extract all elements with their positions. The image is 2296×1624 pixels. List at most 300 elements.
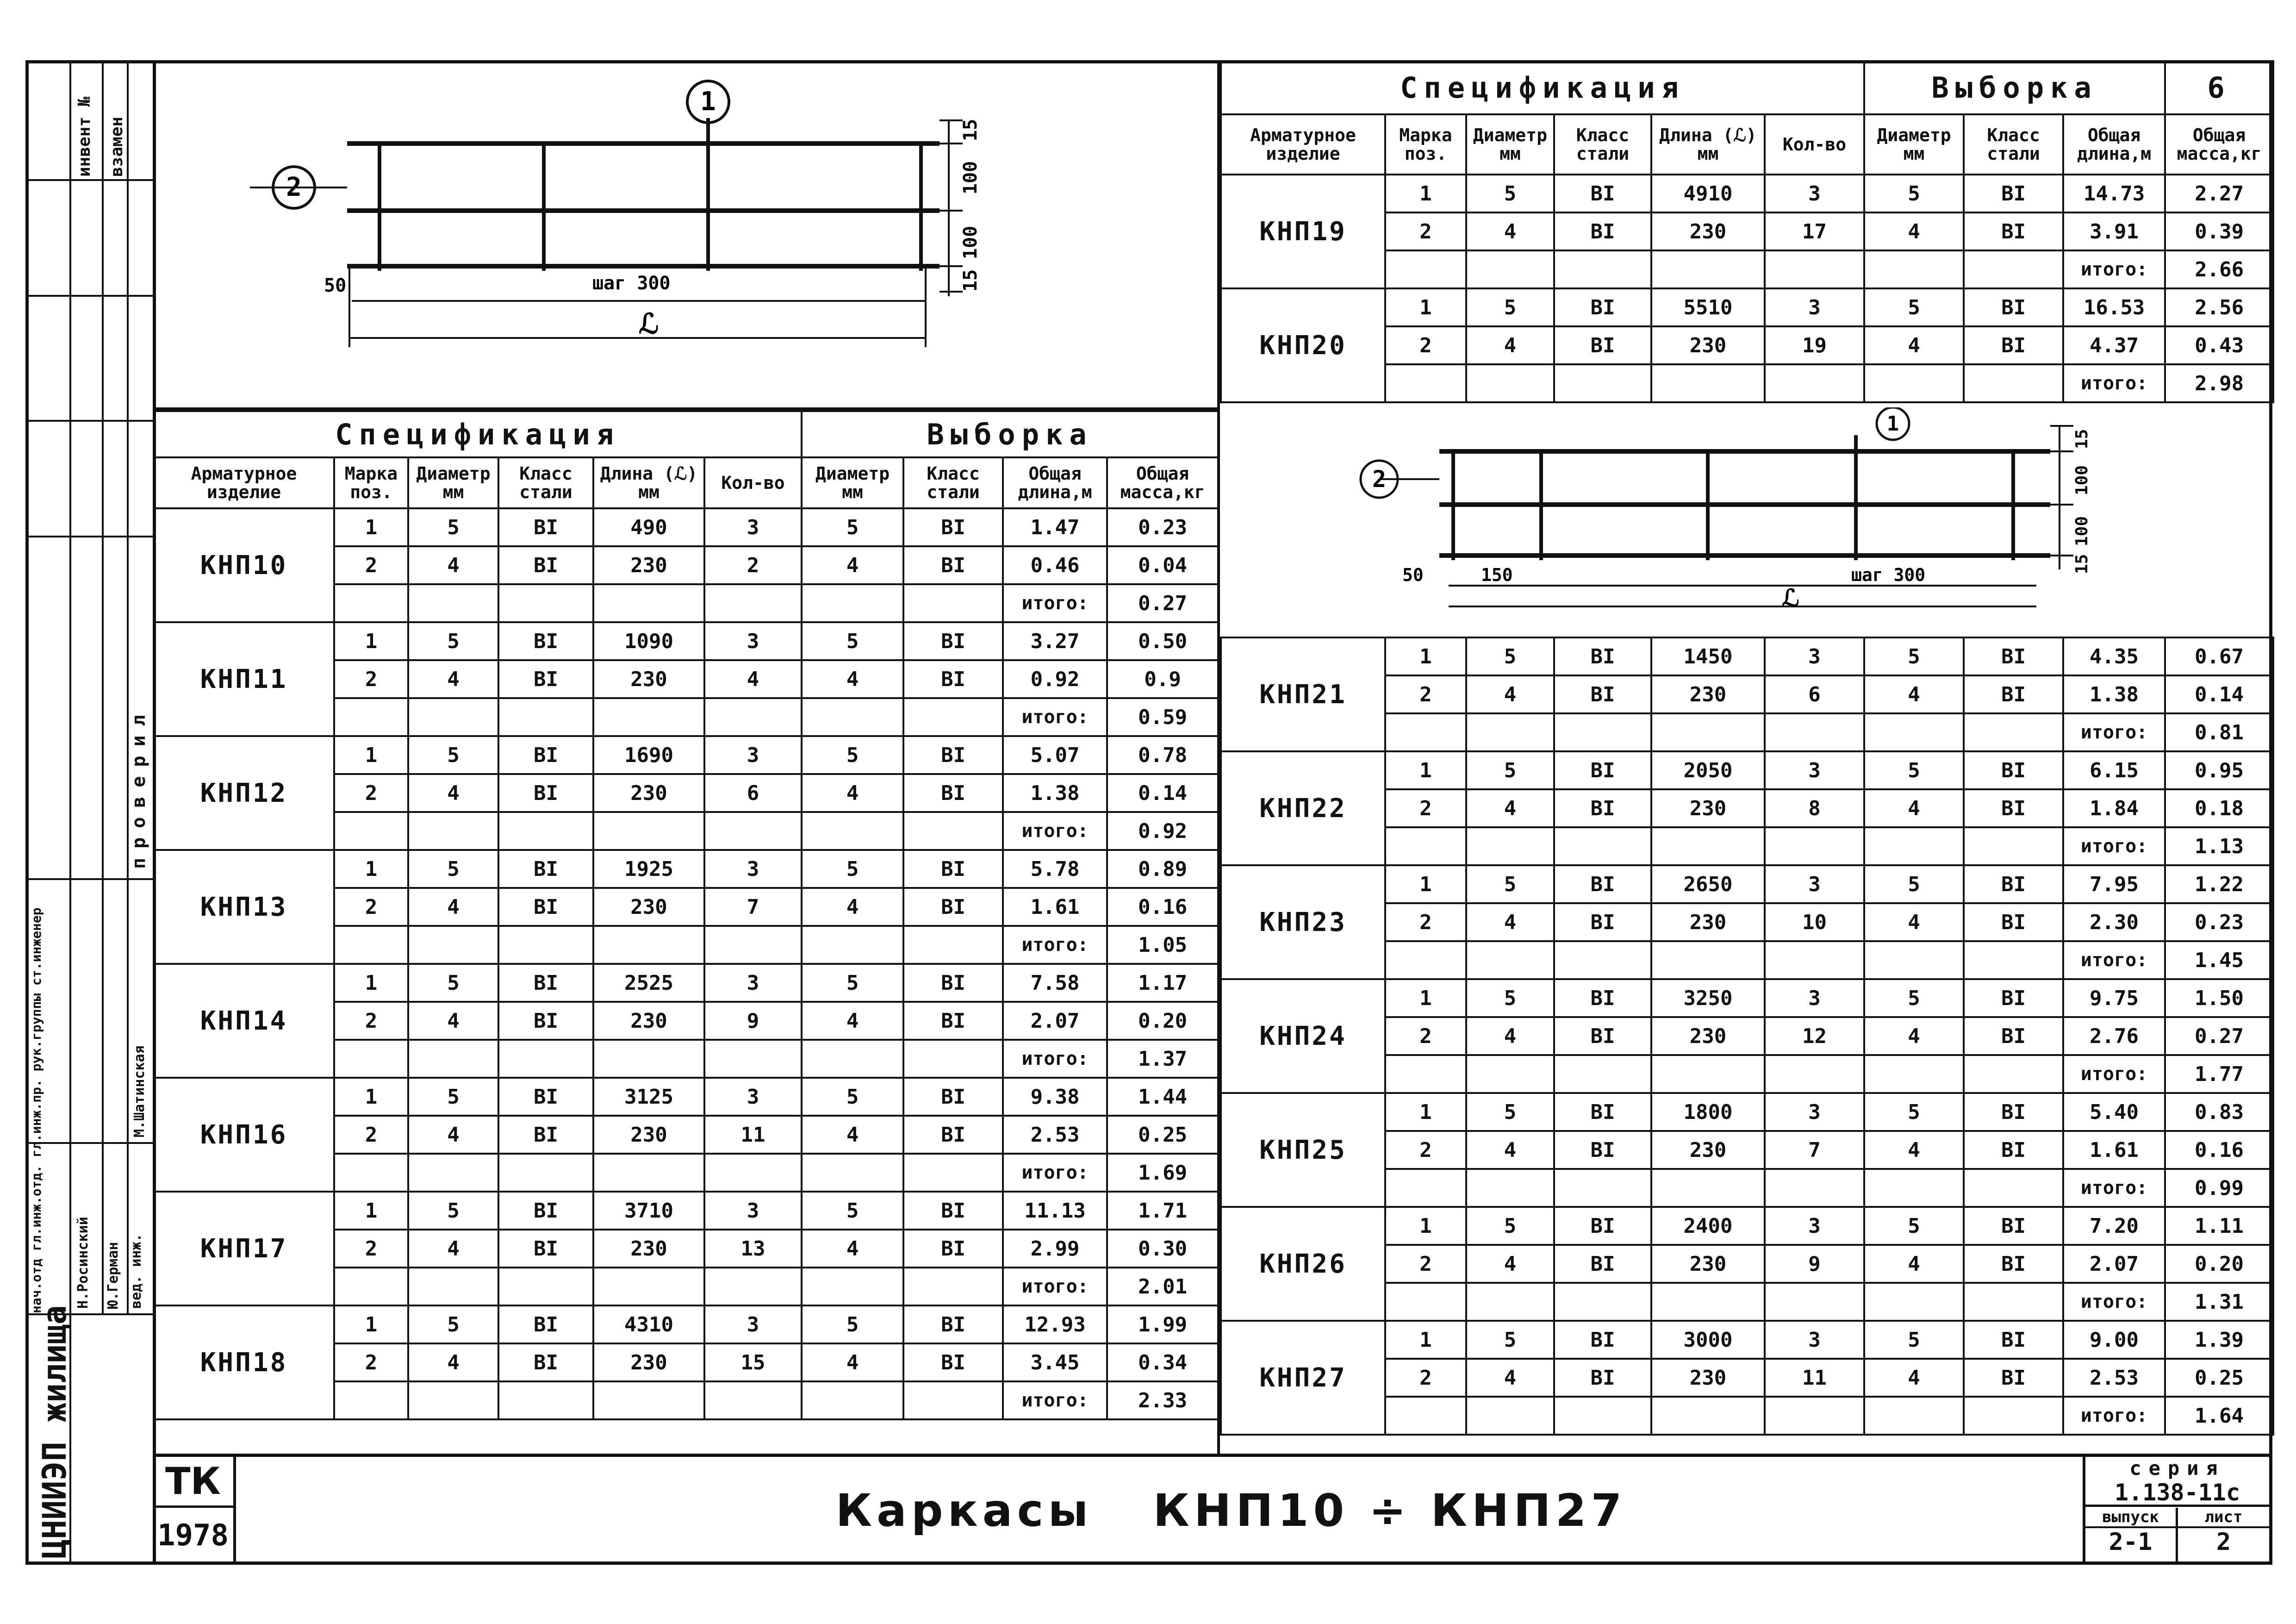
- table-cell: BI: [1554, 1131, 1651, 1169]
- table-cell-empty: [903, 584, 1003, 622]
- table-cell: 0.92: [1003, 660, 1107, 698]
- table-cell-empty: [334, 584, 408, 622]
- dim-15a-d2: 15: [2072, 429, 2091, 449]
- table-cell: BI: [1964, 175, 2063, 212]
- table-cell: BI: [1964, 865, 2063, 903]
- table-cell: 1: [334, 1305, 408, 1343]
- table-cell: 3000: [1651, 1321, 1765, 1359]
- item-name: КНП21: [1221, 637, 1385, 751]
- total-mass: 0.92: [1107, 812, 1218, 850]
- total-mass: 0.81: [2165, 713, 2273, 751]
- total-label: итого:: [1003, 1268, 1107, 1305]
- table-cell: 0.46: [1003, 546, 1107, 584]
- table-cell: 230: [1651, 212, 1765, 250]
- table-cell: 4: [1466, 212, 1554, 250]
- table-cell: 3: [704, 736, 802, 774]
- col-qty: Кол-во: [704, 457, 802, 508]
- table-cell: 0.39: [2165, 212, 2273, 250]
- table-cell: 5: [1466, 1207, 1554, 1245]
- dim-100a-d2: 100: [2072, 465, 2091, 495]
- table-cell: 3: [1765, 751, 1864, 789]
- table-cell: 2: [334, 660, 408, 698]
- table-cell: 5.07: [1003, 736, 1107, 774]
- col-s-diam-r: Диаметр мм: [1864, 114, 1964, 175]
- table-cell: BI: [498, 508, 593, 546]
- total-mass: 1.77: [2165, 1055, 2273, 1093]
- col-s-class-r: Класс стали: [1964, 114, 2063, 175]
- sample-title-right: Выборка: [1864, 61, 2165, 114]
- table-cell: BI: [903, 1230, 1003, 1268]
- table-cell: 4: [408, 1002, 498, 1040]
- table-cell: 4: [408, 1230, 498, 1268]
- col-class-r: Класс стали: [1554, 114, 1651, 175]
- total-label: итого:: [2063, 713, 2165, 751]
- total-label: итого:: [2063, 364, 2165, 402]
- table-cell: 2: [334, 1230, 408, 1268]
- table-cell-empty: [1864, 1397, 1964, 1435]
- table-cell-empty: [334, 1381, 408, 1419]
- table-cell: 230: [1651, 1131, 1765, 1169]
- table-cell: BI: [1554, 288, 1651, 326]
- table-cell: BI: [1554, 1093, 1651, 1131]
- table-cell-empty: [1765, 1055, 1864, 1093]
- total-label: итого:: [2063, 827, 2165, 865]
- item-name: КНП20: [1221, 288, 1385, 402]
- table-cell: 230: [593, 1002, 704, 1040]
- total-label: итого:: [1003, 1154, 1107, 1192]
- table-cell: 9.75: [2063, 979, 2165, 1017]
- table-cell: 4: [802, 888, 903, 926]
- table-cell: BI: [498, 964, 593, 1002]
- table-cell: 2.56: [2165, 288, 2273, 326]
- table-cell-empty: [498, 1040, 593, 1078]
- table-cell: 3: [1765, 1321, 1864, 1359]
- table-cell: 230: [593, 1230, 704, 1268]
- table-cell: 5: [408, 736, 498, 774]
- pos2-label-d2: 2: [1372, 466, 1387, 493]
- table-cell: 2.53: [2063, 1359, 2165, 1397]
- table-cell-empty: [903, 1381, 1003, 1419]
- table-cell: BI: [1554, 1017, 1651, 1055]
- table-cell: 0.14: [1107, 774, 1218, 812]
- table-cell: BI: [498, 1078, 593, 1116]
- table-cell: 0.18: [2165, 789, 2273, 827]
- table-cell: 3: [704, 1192, 802, 1230]
- table-cell: 7.95: [2063, 865, 2165, 903]
- total-mass: 0.59: [1107, 698, 1218, 736]
- total-mass: 2.33: [1107, 1381, 1218, 1419]
- dim-15b-d2: 15: [2072, 554, 2091, 574]
- total-label: итого:: [1003, 812, 1107, 850]
- year: 1978: [157, 1518, 229, 1553]
- table-cell: BI: [498, 546, 593, 584]
- table-cell: 4: [1864, 789, 1964, 827]
- table-cell: BI: [1554, 637, 1651, 675]
- table-cell: 5: [1864, 1093, 1964, 1131]
- table-cell: 2: [1385, 1359, 1466, 1397]
- table-cell-empty: [1554, 827, 1651, 865]
- col-item: Арматурное изделие: [154, 457, 334, 508]
- table-cell: 7: [1765, 1131, 1864, 1169]
- table-cell: 5: [1466, 1321, 1554, 1359]
- table-cell: BI: [903, 660, 1003, 698]
- table-cell: BI: [498, 736, 593, 774]
- total-mass: 0.99: [2165, 1169, 2273, 1207]
- table-cell-empty: [903, 926, 1003, 964]
- table-cell: 5: [1864, 637, 1964, 675]
- table-cell: 6.15: [2063, 751, 2165, 789]
- total-mass: 1.69: [1107, 1154, 1218, 1192]
- table-cell: 0.25: [2165, 1359, 2273, 1397]
- spec-title-left: Спецификация: [154, 411, 802, 457]
- table-cell: 1: [334, 964, 408, 1002]
- table-cell-empty: [334, 1268, 408, 1305]
- table-cell: 10: [1765, 903, 1864, 941]
- table-cell: 2: [1385, 789, 1466, 827]
- table-cell-empty: [802, 1268, 903, 1305]
- table-row: [1221, 1321, 2273, 1359]
- table-cell: 230: [593, 888, 704, 926]
- table-cell-empty: [1864, 941, 1964, 979]
- table-cell-empty: [1765, 1283, 1864, 1321]
- lead-eng-label: вед. инж.: [128, 1233, 144, 1309]
- table-cell: 1.71: [1107, 1192, 1218, 1230]
- table-cell-empty: [1864, 250, 1964, 288]
- table-cell-empty: [334, 926, 408, 964]
- table-cell: 0.23: [2165, 903, 2273, 941]
- table-cell: 230: [1651, 1245, 1765, 1283]
- stamp-name-1: Н.Росинский: [75, 1217, 91, 1309]
- table-cell-empty: [802, 584, 903, 622]
- table-cell: 1.11: [2165, 1207, 2273, 1245]
- table-cell: 4: [408, 1116, 498, 1154]
- table-cell: 0.14: [2165, 675, 2273, 713]
- table-cell-empty: [1765, 250, 1864, 288]
- table-cell: BI: [903, 1305, 1003, 1343]
- dim-100a-d1: 100: [960, 161, 981, 194]
- table-cell: 1925: [593, 850, 704, 888]
- table-cell: BI: [1964, 1093, 2063, 1131]
- table-cell: 5: [1466, 979, 1554, 1017]
- table-cell: 2: [334, 774, 408, 812]
- table-cell: 3: [704, 1078, 802, 1116]
- table-cell: 4: [408, 1343, 498, 1381]
- table-cell: BI: [903, 1078, 1003, 1116]
- item-name: КНП14: [154, 964, 334, 1078]
- total-label: итого:: [1003, 584, 1107, 622]
- table-cell-empty: [593, 584, 704, 622]
- replace-label: взамен: [107, 116, 126, 177]
- table-cell: 4: [802, 774, 903, 812]
- table-cell-empty: [1385, 827, 1466, 865]
- table-cell: 3: [704, 964, 802, 1002]
- table-cell: 0.78: [1107, 736, 1218, 774]
- spec-table-left: [153, 410, 1219, 1420]
- table-cell: 7: [704, 888, 802, 926]
- table-cell: 490: [593, 508, 704, 546]
- table-cell: BI: [1964, 1017, 2063, 1055]
- title-block: [153, 1454, 2272, 1565]
- table-cell: 2: [1385, 675, 1466, 713]
- table-cell-empty: [334, 698, 408, 736]
- table-cell-empty: [1864, 1283, 1964, 1321]
- table-cell: BI: [498, 888, 593, 926]
- table-cell: 2: [334, 1343, 408, 1381]
- table-cell: 2: [1385, 326, 1466, 364]
- table-cell: BI: [903, 850, 1003, 888]
- table-cell-empty: [1765, 1397, 1864, 1435]
- dim-100b-d1: 100: [960, 225, 981, 259]
- col-s-class: Класс стали: [903, 457, 1003, 508]
- table-row: [154, 1192, 1218, 1230]
- table-cell: 0.25: [1107, 1116, 1218, 1154]
- table-cell-empty: [408, 926, 498, 964]
- inv-label: инвент №: [75, 96, 94, 177]
- table-cell-empty: [1554, 1283, 1651, 1321]
- table-cell-empty: [802, 1154, 903, 1192]
- table-cell-empty: [802, 926, 903, 964]
- table-cell: 1.38: [1003, 774, 1107, 812]
- table-cell: 3: [704, 622, 802, 660]
- table-cell: 2: [334, 546, 408, 584]
- table-cell: BI: [1964, 1321, 2063, 1359]
- table-cell: 2.07: [2063, 1245, 2165, 1283]
- table-cell: 4: [802, 1230, 903, 1268]
- table-cell: 4: [802, 1116, 903, 1154]
- table-cell: 0.95: [2165, 751, 2273, 789]
- table-cell-empty: [1765, 713, 1864, 751]
- table-cell: BI: [498, 1343, 593, 1381]
- table-cell-empty: [1765, 827, 1864, 865]
- table-cell: 1: [1385, 637, 1466, 675]
- table-cell: 4: [802, 1002, 903, 1040]
- table-cell: 1.61: [2063, 1131, 2165, 1169]
- table-cell: BI: [1964, 212, 2063, 250]
- table-cell: 0.34: [1107, 1343, 1218, 1381]
- table-cell: 2650: [1651, 865, 1765, 903]
- total-mass: 2.98: [2165, 364, 2273, 402]
- table-cell: 2: [704, 546, 802, 584]
- table-cell-empty: [593, 1381, 704, 1419]
- table-cell-empty: [1554, 1169, 1651, 1207]
- table-cell-empty: [1554, 364, 1651, 402]
- table-cell: 1800: [1651, 1093, 1765, 1131]
- item-name: КНП25: [1221, 1093, 1385, 1207]
- table-cell: BI: [498, 850, 593, 888]
- table-cell-empty: [802, 1381, 903, 1419]
- table-cell: 4910: [1651, 175, 1765, 212]
- table-cell: BI: [1964, 637, 2063, 675]
- table-cell: 4: [1864, 1245, 1964, 1283]
- table-cell: 5: [408, 1078, 498, 1116]
- table-cell-empty: [1466, 250, 1554, 288]
- table-cell: 5: [802, 736, 903, 774]
- table-cell: 4: [1864, 212, 1964, 250]
- table-cell: 4: [408, 888, 498, 926]
- table-cell-empty: [334, 812, 408, 850]
- sample-title-left: Выборка: [802, 411, 1218, 457]
- table-cell: BI: [498, 1305, 593, 1343]
- table-cell: 5: [408, 850, 498, 888]
- table-cell: 2.27: [2165, 175, 2273, 212]
- table-cell: 5: [802, 850, 903, 888]
- table-cell-empty: [593, 812, 704, 850]
- table-cell: BI: [903, 888, 1003, 926]
- table-cell-empty: [593, 1040, 704, 1078]
- table-cell: 5: [1864, 288, 1964, 326]
- table-cell-empty: [498, 1268, 593, 1305]
- total-mass: 1.37: [1107, 1040, 1218, 1078]
- table-cell: 4: [1466, 1131, 1554, 1169]
- table-cell-empty: [903, 1154, 1003, 1192]
- table-cell-empty: [1864, 1055, 1964, 1093]
- table-cell: 4.37: [2063, 326, 2165, 364]
- table-cell: 5.78: [1003, 850, 1107, 888]
- series-label: серия: [2129, 1457, 2225, 1480]
- table-cell: 3: [704, 850, 802, 888]
- spec-title-right: Спецификация: [1221, 61, 1864, 114]
- table-cell: 2.76: [2063, 1017, 2165, 1055]
- table-cell: 4: [802, 546, 903, 584]
- table-cell: 4310: [593, 1305, 704, 1343]
- table-cell: BI: [1554, 212, 1651, 250]
- table-cell: 3: [704, 1305, 802, 1343]
- table-cell: 2050: [1651, 751, 1765, 789]
- table-cell: BI: [1554, 979, 1651, 1017]
- table-cell: 3: [1765, 979, 1864, 1017]
- table-cell-empty: [1554, 1397, 1651, 1435]
- item-name: КНП23: [1221, 865, 1385, 979]
- table-cell-empty: [593, 1268, 704, 1305]
- table-cell: 5: [802, 1078, 903, 1116]
- table-cell: 3: [1765, 637, 1864, 675]
- length-label-d1: ℒ: [639, 308, 659, 340]
- table-cell: 1.50: [2165, 979, 2273, 1017]
- pos1-label-d1: 1: [700, 87, 716, 117]
- table-cell: 0.30: [1107, 1230, 1218, 1268]
- table-cell: 3.91: [2063, 212, 2165, 250]
- table-cell: 230: [593, 546, 704, 584]
- table-cell-empty: [1385, 713, 1466, 751]
- table-cell-empty: [1765, 364, 1864, 402]
- table-cell-empty: [1466, 1397, 1554, 1435]
- total-label: итого:: [1003, 1040, 1107, 1078]
- table-cell: 5: [1864, 979, 1964, 1017]
- table-cell: BI: [903, 1002, 1003, 1040]
- table-cell: BI: [1964, 789, 2063, 827]
- item-name: КНП26: [1221, 1207, 1385, 1321]
- table-cell: 17: [1765, 212, 1864, 250]
- table-cell-empty: [408, 1268, 498, 1305]
- table-cell-empty: [498, 1381, 593, 1419]
- total-mass: 1.13: [2165, 827, 2273, 865]
- table-cell: BI: [1554, 903, 1651, 941]
- step-label-d2: шаг 300: [1851, 565, 1926, 585]
- table-cell: 0.16: [2165, 1131, 2273, 1169]
- step-label-d1: шаг 300: [592, 273, 671, 294]
- spec-table-right-top: [1220, 60, 2274, 403]
- table-cell: 1.38: [2063, 675, 2165, 713]
- item-name: КНП13: [154, 850, 334, 964]
- table-cell-empty: [1385, 1397, 1466, 1435]
- table-cell: 230: [1651, 1017, 1765, 1055]
- table-cell-empty: [802, 812, 903, 850]
- col-diam: Диаметр мм: [408, 457, 498, 508]
- table-row: [154, 1305, 1218, 1343]
- table-cell-empty: [1385, 364, 1466, 402]
- table-cell: 11.13: [1003, 1192, 1107, 1230]
- table-cell-empty: [1385, 941, 1466, 979]
- table-cell: 1.61: [1003, 888, 1107, 926]
- table-cell: 7.58: [1003, 964, 1107, 1002]
- table-cell: 0.9: [1107, 660, 1218, 698]
- table-row: [1221, 175, 2273, 212]
- col-item-r: Арматурное изделие: [1221, 114, 1385, 175]
- table-cell: 12.93: [1003, 1305, 1107, 1343]
- item-name: КНП12: [154, 736, 334, 850]
- table-cell: 230: [593, 660, 704, 698]
- table-cell-empty: [1466, 827, 1554, 865]
- table-cell: 1.39: [2165, 1321, 2273, 1359]
- table-cell: 1: [1385, 979, 1466, 1017]
- table-cell: 9.00: [2063, 1321, 2165, 1359]
- table-cell: BI: [903, 546, 1003, 584]
- total-mass: 0.27: [1107, 584, 1218, 622]
- table-cell: 4: [408, 546, 498, 584]
- table-cell: 5: [1466, 1093, 1554, 1131]
- table-cell: 4: [408, 774, 498, 812]
- table-cell-empty: [1651, 827, 1765, 865]
- table-cell: 0.83: [2165, 1093, 2273, 1131]
- table-cell-empty: [1554, 941, 1651, 979]
- table-cell: 1: [334, 1192, 408, 1230]
- table-cell: 230: [1651, 326, 1765, 364]
- table-cell-empty: [1651, 713, 1765, 751]
- table-cell-empty: [1651, 364, 1765, 402]
- table-cell: BI: [498, 1116, 593, 1154]
- table-cell: 5: [802, 1305, 903, 1343]
- table-cell: 5: [408, 1192, 498, 1230]
- table-cell-empty: [1651, 941, 1765, 979]
- table-cell: 0.20: [2165, 1245, 2273, 1283]
- sheet-label: лист: [2178, 1508, 2269, 1528]
- table-cell: BI: [1964, 1245, 2063, 1283]
- table-cell: 2: [334, 1116, 408, 1154]
- table-cell: 1.44: [1107, 1078, 1218, 1116]
- table-cell: 5: [1466, 288, 1554, 326]
- table-cell: 5: [408, 508, 498, 546]
- item-name: КНП27: [1221, 1321, 1385, 1435]
- table-cell: 4: [1864, 1359, 1964, 1397]
- table-cell-empty: [1964, 1169, 2063, 1207]
- table-cell: BI: [1554, 789, 1651, 827]
- table-cell: BI: [1554, 751, 1651, 789]
- table-cell: 1090: [593, 622, 704, 660]
- table-cell-empty: [1964, 827, 2063, 865]
- table-cell-empty: [1964, 1055, 2063, 1093]
- table-cell-empty: [1466, 713, 1554, 751]
- table-cell: 4: [1466, 1017, 1554, 1055]
- table-cell: 0.04: [1107, 546, 1218, 584]
- table-cell: 4: [1864, 1131, 1964, 1169]
- table-cell-empty: [498, 698, 593, 736]
- table-cell: BI: [903, 1192, 1003, 1230]
- table-cell: BI: [1964, 1207, 2063, 1245]
- table-cell: 230: [1651, 789, 1765, 827]
- table-cell-empty: [1651, 1055, 1765, 1093]
- table-cell: 8: [1765, 789, 1864, 827]
- spec-table-right-bottom: [1220, 637, 2274, 1436]
